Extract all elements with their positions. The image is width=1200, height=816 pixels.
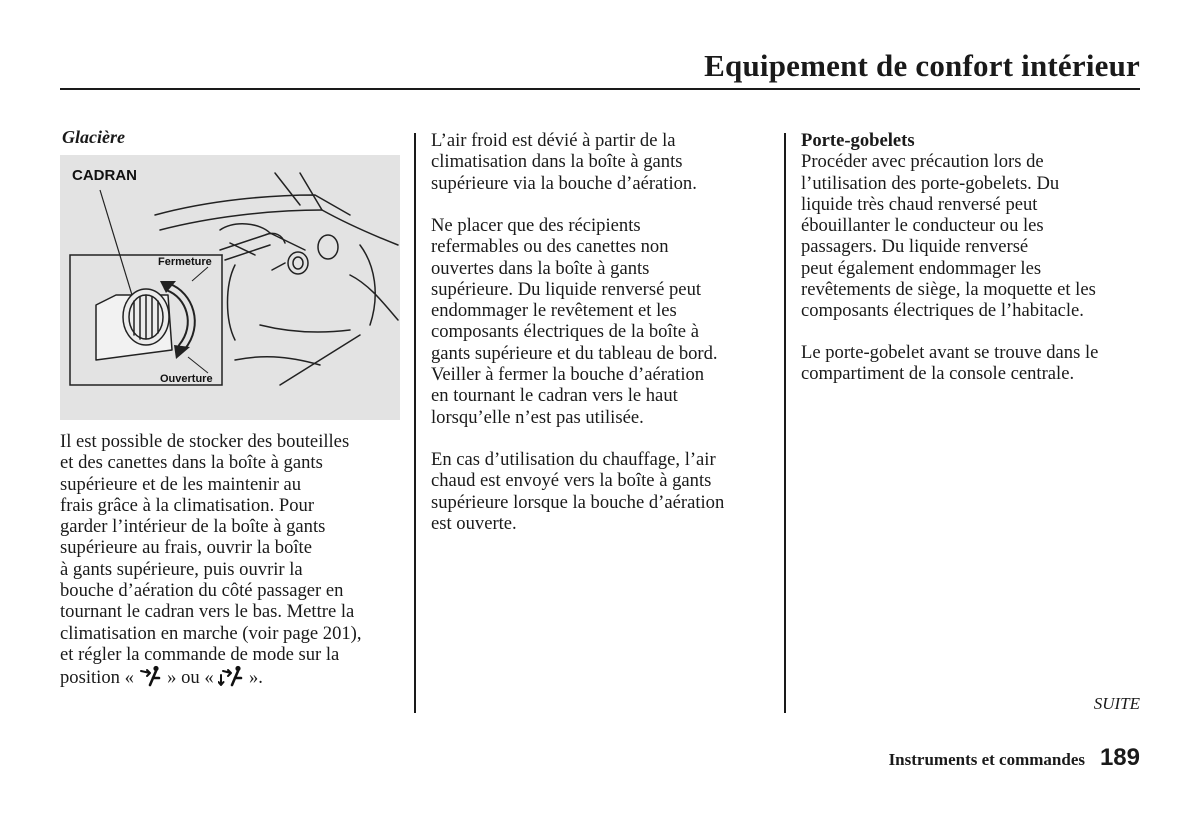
text-line: endommager le revêtement et les [431,300,677,322]
text-line: tournant le cadran vers le bas. Mettre la [60,601,355,623]
text-line-with-icons [60,665,405,688]
text-line: liquide très chaud renversé peut [801,193,1038,215]
dashboard-vent-illustration [60,155,400,420]
text-line: frais grâce à la climatisation. Pour [60,494,315,516]
column2-paragraph-3 [431,449,776,534]
page-number: 189 [1099,744,1140,771]
text-line: Veiller à fermer la bouche d’aération [431,364,705,386]
text-line: revêtements de siège, la moquette et les [801,279,1096,301]
text-line: en tournant le cadran vers le haut [431,385,678,407]
column-divider-left [414,133,416,713]
column3-paragraph-2 [801,342,1146,385]
text-line: composants électriques de l’habitacle. [801,300,1084,322]
text-line: composants électriques de la boîte à [431,321,699,343]
text-line: refermables ou des canettes non [431,236,669,258]
text-line: supérieure lorsque la bouche d’aération [431,491,725,513]
text-line: ébouillanter le conducteur ou les [801,215,1044,237]
text-line: Procéder avec précaution lors de [801,151,1044,173]
text-line: Ne placer que des récipients [431,215,641,236]
text-line: gants supérieure et du tableau de bord. [431,342,718,364]
column2-paragraph-2 [431,215,776,428]
text-fragment: » ou « [162,667,219,689]
section-title: Glacière [62,127,125,147]
text-line: compartiment de la console centrale. [801,363,1075,385]
section-heading-cup-holders: Porte-gobelets [801,130,915,151]
column2-paragraph-1 [431,130,776,194]
text-line: supérieure. Du liquide renversé peut [431,278,702,300]
figure-label-close: Fermeture [158,256,212,268]
text-fragment: position « [60,667,139,689]
text-line: L’air froid est dévié à partir de la [431,130,676,151]
text-line: et régler la commande de mode sur la [60,643,340,665]
page-header-title: Equipement de confort intérieur [704,48,1140,83]
text-line: ouvertes dans la boîte à gants [431,257,650,279]
header-rule [60,88,1140,90]
column-divider-right [784,133,786,713]
vent-face-mode-icon [139,665,163,687]
column1-paragraph [60,431,405,689]
text-line: l’utilisation des porte-gobelets. Du [801,172,1060,194]
text-line: bouche d’aération du côté passager en [60,580,344,602]
text-line: supérieure et de les maintenir au [60,473,302,495]
text-line: supérieure via la bouche d’aération. [431,172,697,194]
figure-label-open: Ouverture [160,373,213,385]
text-line: Le porte-gobelet avant se trouve dans le [801,342,1099,363]
column3-block [801,130,1146,322]
glovebox-vent-figure [60,155,400,420]
text-line: passagers. Du liquide renversé [801,236,1029,258]
text-line: garder l’intérieur de la boîte à gants [60,516,326,538]
text-line: à gants supérieure, puis ouvrir la [60,558,303,580]
text-line: est ouverte. [431,512,517,534]
text-fragment: ». [244,667,263,689]
text-line: Il est possible de stocker des bouteilles [60,431,350,452]
text-line: peut également endommager les [801,257,1042,279]
footer-section-name: Instruments et commandes [888,750,1085,769]
text-line: climatisation en marche (voir page 201), [60,622,362,644]
text-line: et des canettes dans la boîte à gants [60,452,323,474]
text-line: supérieure au frais, ouvrir la boîte [60,537,312,559]
text-line: lorsqu’elle n’est pas utilisée. [431,406,644,428]
text-line: En cas d’utilisation du chauffage, l’air [431,449,716,470]
vent-face-floor-mode-icon [218,665,244,687]
text-line: chaud est envoyé vers la boîte à gants [431,470,712,492]
figure-label-cadran: CADRAN [72,167,137,184]
continue-label: SUITE [1093,694,1140,713]
text-line: climatisation dans la boîte à gants [431,151,683,173]
